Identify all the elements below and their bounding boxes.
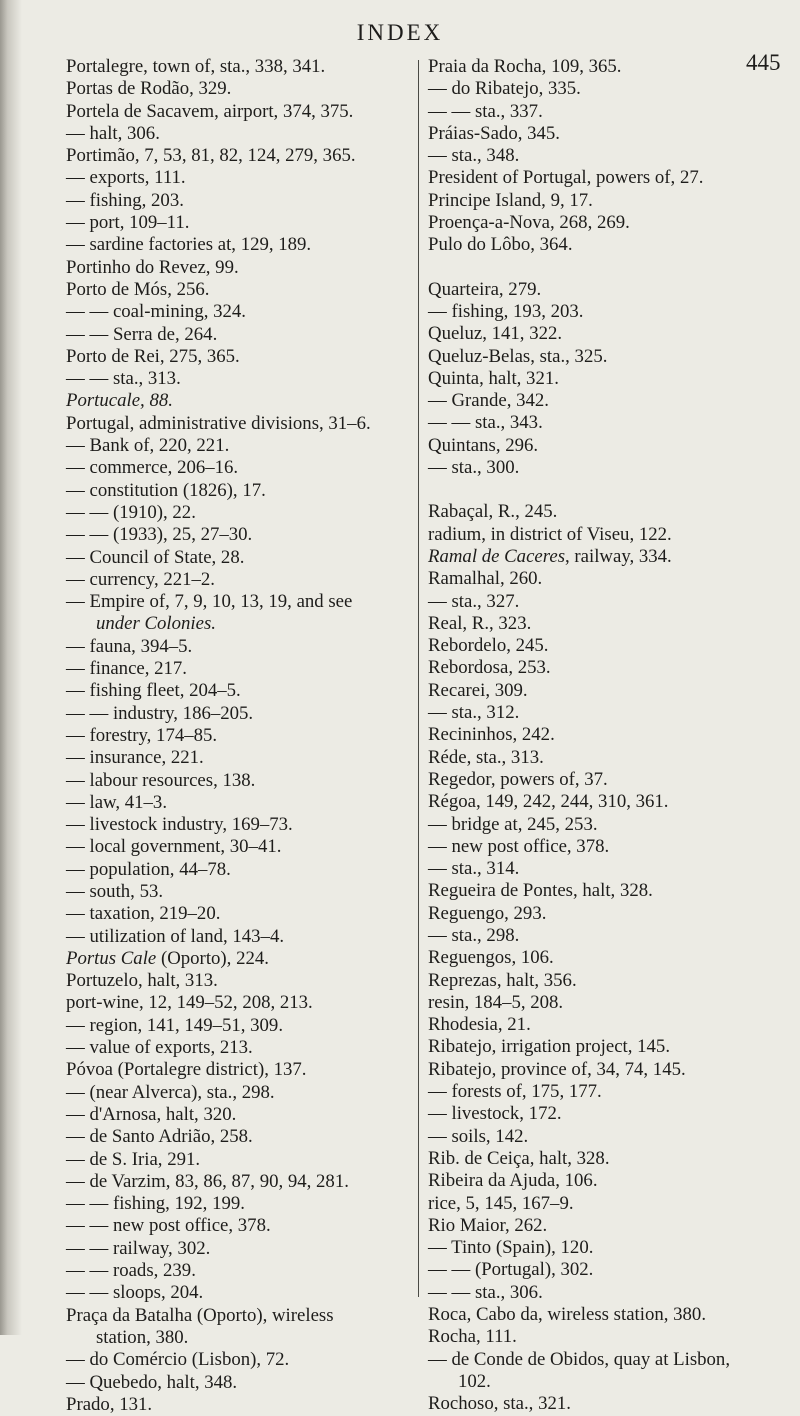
index-entry: Principe Island, 9, 17. (428, 189, 593, 211)
page-number: 445 (746, 50, 781, 75)
index-entry: — de Conde de Obidos, quay at Lisbon, (428, 1348, 731, 1370)
index-entry-italic: Ramal de Caceres (428, 545, 565, 567)
index-entry: Ribeira da Ajuda, 106. (428, 1170, 598, 1192)
index-entry: Rabaçal, R., 245. (428, 501, 558, 523)
index-entry: — taxation, 219–20. (66, 903, 221, 925)
index-entry: — commerce, 206–16. (66, 457, 239, 479)
index-entry (66, 948, 411, 970)
index-entry: Portinho do Revez, 99. (66, 256, 239, 278)
column-divider (418, 60, 419, 1297)
index-entry: Práias-Sado, 345. (428, 122, 560, 144)
index-entry: Ramalhal, 260. (428, 568, 543, 590)
index-entry: Póvoa (Portalegre district), 137. (66, 1059, 307, 1081)
index-entry: — — (1910), 22. (66, 501, 196, 523)
index-entry: — de Santo Adrião, 258. (66, 1126, 253, 1148)
index-entry: — — industry, 186–205. (66, 702, 254, 724)
index-entry: — constitution (1826), 17. (66, 479, 266, 501)
left-index-column (66, 56, 411, 1416)
index-entry: Réde, sta., 313. (428, 746, 544, 768)
index-entry: — halt, 306. (66, 122, 160, 144)
index-entry: — currency, 221–2. (66, 568, 215, 590)
index-entry: — forestry, 174–85. (66, 724, 218, 746)
index-entry: — — railway, 302. (66, 1237, 211, 1259)
index-entry: — fauna, 394–5. (66, 635, 193, 657)
index-entry-rest: , railway, 334. (565, 545, 672, 567)
index-entry: — local government, 30–41. (66, 836, 282, 858)
index-entry: Queluz, 141, 322. (428, 323, 563, 345)
index-entry-italic: Portus Cale (66, 947, 157, 969)
index-entry: Reguengos, 106. (428, 947, 554, 969)
index-entry: — population, 44–78. (66, 858, 231, 880)
index-entry: Rebordelo, 245. (428, 635, 549, 657)
index-entry: — region, 141, 149–51, 309. (66, 1014, 284, 1036)
index-entry: Portela de Sacavem, airport, 374, 375. (66, 100, 354, 122)
index-entry: Portas de Rodão, 329. (66, 78, 232, 100)
index-entry: Pulo do Lôbo, 364. (428, 234, 573, 256)
index-entry: — finance, 217. (66, 658, 187, 680)
index-entry: Ribatejo, irrigation project, 145. (428, 1036, 671, 1058)
index-entry: Regueira de Pontes, halt, 328. (428, 880, 653, 902)
index-entry: — (near Alverca), sta., 298. (66, 1081, 275, 1103)
index-entry: — insurance, 221. (66, 747, 204, 769)
running-title: INDEX (356, 20, 444, 45)
index-entry: Portucale, 88. (66, 390, 173, 412)
index-entry: Porto de Rei, 275, 365. (66, 345, 240, 367)
index-entry: — Tinto (Spain), 120. (428, 1237, 594, 1259)
index-entry: Praia da Rocha, 109, 365. (428, 56, 622, 77)
index-entry: port-wine, 12, 149–52, 208, 213. (66, 992, 313, 1014)
index-entry-rest: (Oporto), 224. (156, 947, 269, 969)
index-entry: Regedor, powers of, 37. (428, 768, 608, 790)
index-entry: Reguengo, 293. (428, 902, 547, 924)
index-entry: 102. (458, 1370, 491, 1392)
index-entry: Praça da Batalha (Oporto), wireless (66, 1304, 334, 1326)
index-entry: — Bank of, 220, 221. (66, 435, 230, 457)
index-entry: Rhodesia, 21. (428, 1014, 531, 1036)
index-entry: — livestock, 172. (428, 1103, 562, 1125)
index-entry: — do Comércio (Lisbon), 72. (66, 1349, 290, 1371)
index-entry: Recarei, 309. (428, 679, 528, 701)
index-entry: — — (1933), 25, 27–30. (66, 524, 253, 546)
index-entry: — — Serra de, 264. (66, 323, 218, 345)
index-entry: resin, 184–5, 208. (428, 991, 564, 1013)
index-entry: — sardine factories at, 129, 189. (66, 234, 312, 256)
index-entry: — — roads, 239. (66, 1260, 196, 1282)
index-entry: — law, 41–3. (66, 791, 168, 813)
index-entry: Proença-a-Nova, 268, 269. (428, 212, 630, 234)
index-entry: — sta., 348. (428, 145, 520, 167)
index-entry: — — (Portugal), 302. (428, 1259, 594, 1281)
index-entry: rice, 5, 145, 167–9. (428, 1192, 574, 1214)
index-entry: Prado, 131. (66, 1393, 153, 1415)
index-entry: — utilization of land, 143–4. (66, 925, 285, 947)
index-entry: Régoa, 149, 242, 244, 310, 361. (428, 791, 669, 813)
index-entry: under Colonies. (96, 613, 216, 635)
index-entry: — exports, 111. (66, 167, 186, 189)
index-entry: — Council of State, 28. (66, 546, 245, 568)
index-entry: President of Portugal, powers of, 27. (428, 167, 704, 189)
index-entry: — forests of, 175, 177. (428, 1081, 602, 1103)
index-entry: — value of exports, 213. (66, 1037, 253, 1059)
index-entry: Rio Maior, 262. (428, 1214, 548, 1236)
right-index-column (428, 56, 780, 1416)
index-entry: — sta., 300. (428, 457, 520, 479)
index-entry: Roca, Cabo da, wireless station, 380. (428, 1304, 707, 1326)
index-entry: — — sloops, 204. (66, 1282, 204, 1304)
index-entry: Portuzelo, halt, 313. (66, 970, 218, 992)
index-entry: — south, 53. (66, 880, 164, 902)
index-entry: Rib. de Ceiça, halt, 328. (428, 1147, 610, 1169)
index-entry: — sta., 314. (428, 858, 520, 880)
index-entry: station, 380. (96, 1326, 189, 1348)
index-entry: — fishing fleet, 204–5. (66, 680, 241, 702)
index-entry: — de Varzim, 83, 86, 87, 90, 94, 281. (66, 1170, 349, 1192)
index-entry: — sta., 298. (428, 924, 520, 946)
page-edge-shadow (0, 0, 22, 1335)
index-entry: — new post office, 378. (428, 835, 610, 857)
index-entry (428, 546, 780, 568)
index-entry: — sta., 327. (428, 590, 520, 612)
index-entry: — Empire of, 7, 9, 10, 13, 19, and see (66, 591, 353, 613)
index-entry: — — sta., 313. (66, 368, 181, 390)
index-entry: Porto de Mós, 256. (66, 278, 210, 300)
index-entry: — livestock industry, 169–73. (66, 814, 293, 836)
index-entry: Rebordosa, 253. (428, 657, 551, 679)
index-entry: — — fishing, 192, 199. (66, 1193, 245, 1215)
index-entry: — sta., 312. (428, 702, 520, 724)
index-entry: — fishing, 203. (66, 189, 184, 211)
index-entry: — fishing, 193, 203. (428, 300, 584, 322)
index-entry: Quinta, halt, 321. (428, 367, 559, 389)
index-entry: Quarteira, 279. (428, 278, 542, 300)
index-entry: Portimão, 7, 53, 81, 82, 124, 279, 365. (66, 145, 356, 167)
index-entry: — — sta., 343. (428, 412, 543, 434)
index-entry: — — sta., 306. (428, 1281, 543, 1303)
index-entry: Quintans, 296. (428, 434, 539, 456)
index-entry: — labour resources, 138. (66, 769, 256, 791)
index-entry: — — coal-mining, 324. (66, 301, 246, 323)
index-entry: Portugal, administrative divisions, 31–6. (66, 412, 371, 434)
index-entry: — — sta., 337. (428, 100, 543, 122)
index-entry: — soils, 142. (428, 1125, 529, 1147)
index-entry: Queluz-Belas, sta., 325. (428, 345, 608, 367)
index-entry: — Quebedo, halt, 348. (66, 1371, 238, 1393)
index-entry: Ribatejo, province of, 34, 74, 145. (428, 1058, 686, 1080)
index-entry: Reprezas, halt, 356. (428, 969, 577, 991)
index-entry: — port, 109–11. (66, 212, 190, 234)
index-entry: Real, R., 323. (428, 612, 532, 634)
index-entry: Rocha, 111. (428, 1326, 517, 1348)
index-entry: — Grande, 342. (428, 390, 550, 412)
index-entry: Recininhos, 242. (428, 724, 555, 746)
index-entry: — do Ribatejo, 335. (428, 78, 581, 100)
index-entry: — — new post office, 378. (66, 1215, 271, 1237)
index-entry: — de S. Iria, 291. (66, 1148, 201, 1170)
index-entry: — d'Arnosa, halt, 320. (66, 1103, 237, 1125)
index-entry: radium, in district of Viseu, 122. (428, 523, 672, 545)
index-entry: — bridge at, 245, 253. (428, 813, 598, 835)
index-entry: Rochoso, sta., 321. (428, 1393, 571, 1415)
index-entry: Portalegre, town of, sta., 338, 341. (66, 56, 326, 77)
